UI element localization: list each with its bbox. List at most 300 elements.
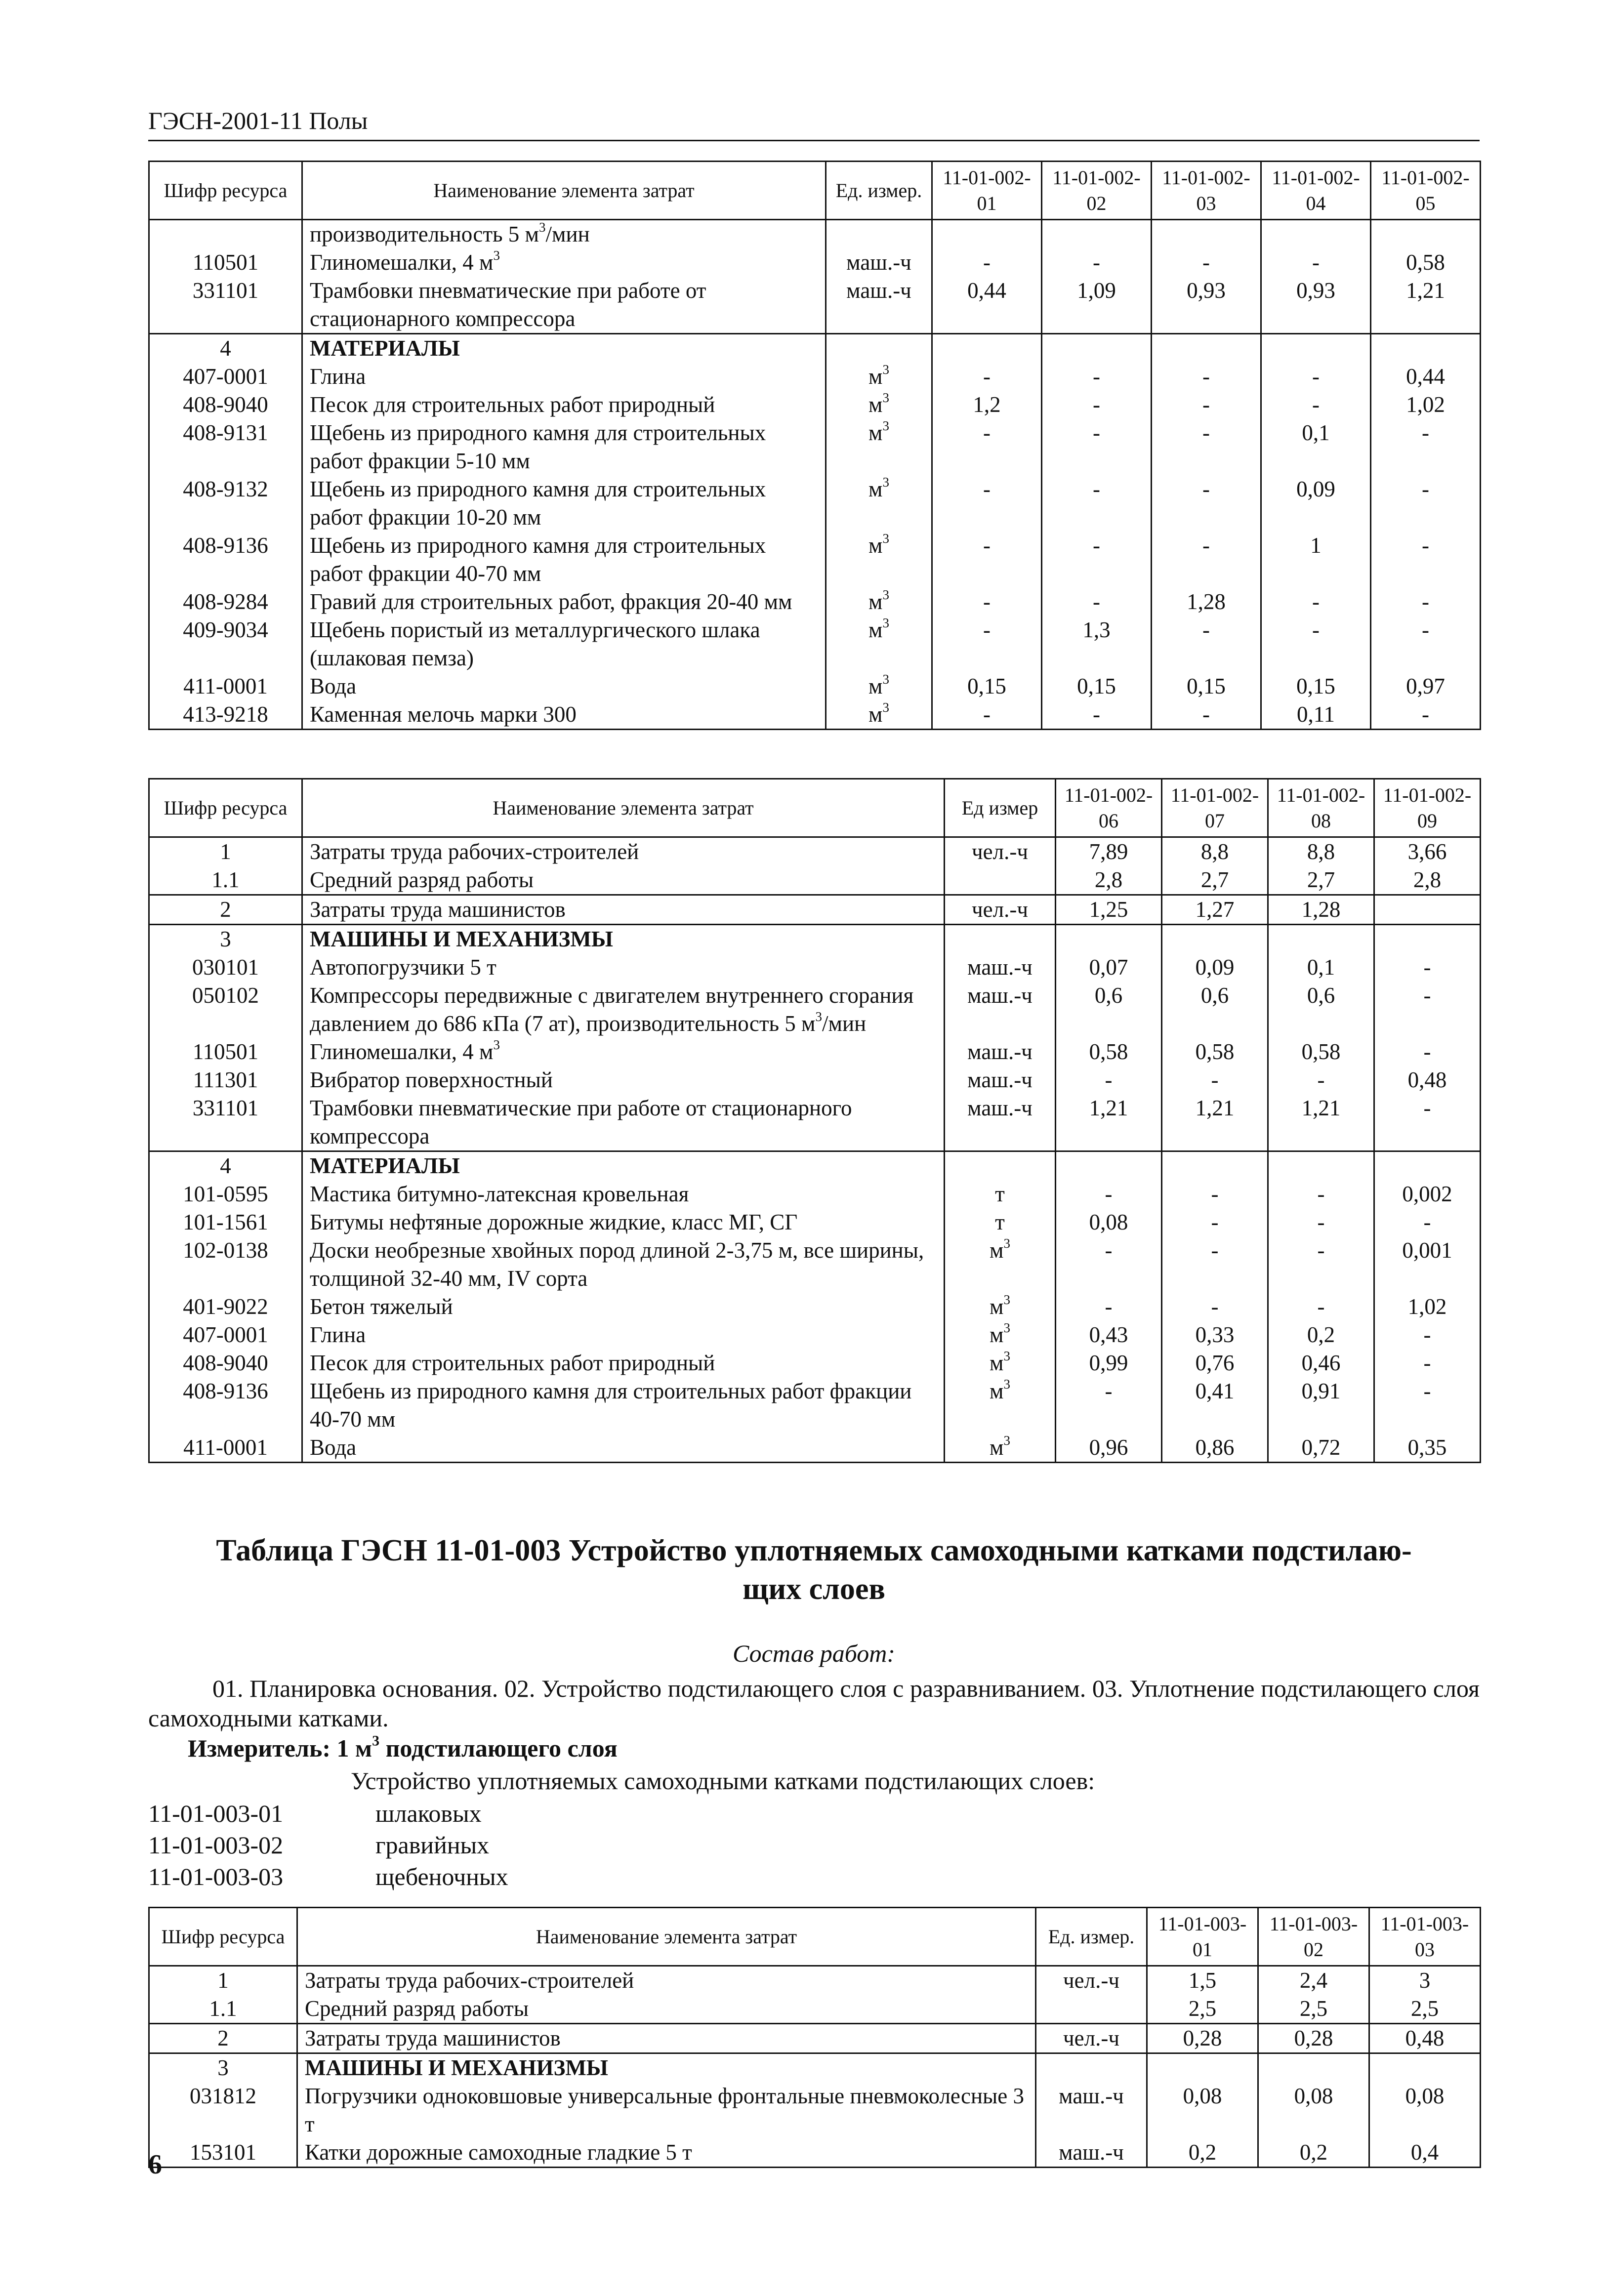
norm-value: 2,8 bbox=[1056, 866, 1162, 895]
norm-value: - bbox=[1042, 419, 1152, 475]
norm-value bbox=[1371, 220, 1481, 249]
norm-value: - bbox=[1371, 588, 1481, 616]
table-row bbox=[149, 1151, 1481, 1181]
norm-value: - bbox=[1371, 700, 1481, 730]
resource-code: 3 bbox=[149, 2053, 297, 2083]
norm-value: 0,2 bbox=[1147, 2138, 1258, 2168]
norm-value: - bbox=[1374, 1038, 1481, 1066]
resource-name: Песок для строительных работ природный bbox=[302, 1349, 945, 1377]
norm-value: 0,58 bbox=[1056, 1038, 1162, 1066]
resource-unit: чел.-ч bbox=[945, 837, 1056, 866]
norm-value bbox=[1152, 220, 1261, 249]
resource-name: Средний разряд работы bbox=[297, 1995, 1036, 2024]
table-row bbox=[149, 982, 1481, 1038]
norm-value: - bbox=[1152, 616, 1261, 672]
norm-value: - bbox=[1162, 1236, 1268, 1293]
norm-value: - bbox=[1268, 1236, 1374, 1293]
norm-value: 0,48 bbox=[1369, 2024, 1481, 2053]
resource-code: 411-0001 bbox=[149, 1434, 302, 1463]
norm-value: 0,15 bbox=[1152, 672, 1261, 700]
norm-value: 0,35 bbox=[1374, 1434, 1481, 1463]
resource-unit: маш.-ч bbox=[945, 1038, 1056, 1066]
col-header-norm: 11-01-002-03 bbox=[1152, 162, 1261, 220]
norm-value: 1,21 bbox=[1371, 277, 1481, 334]
norm-value: - bbox=[1152, 248, 1261, 277]
table-title-line-2: щих слоев bbox=[743, 1572, 885, 1606]
norm-value: - bbox=[1374, 1208, 1481, 1236]
col-header-code: Шифр ресурса bbox=[149, 162, 302, 220]
norm-value: 0,96 bbox=[1056, 1434, 1162, 1463]
norm-value: - bbox=[1371, 616, 1481, 672]
norm-value: 1,21 bbox=[1268, 1094, 1374, 1151]
norm-value bbox=[1369, 2053, 1481, 2083]
norm-value: - bbox=[1056, 1293, 1162, 1321]
norm-value: 0,44 bbox=[1371, 363, 1481, 391]
header-divider bbox=[148, 140, 1480, 141]
norm-value: - bbox=[1042, 532, 1152, 588]
resource-code: 2 bbox=[149, 2024, 297, 2053]
norm-value bbox=[1371, 334, 1481, 363]
resource-code: 031812 bbox=[149, 2082, 297, 2138]
norm-value bbox=[1374, 895, 1481, 925]
resource-unit: чел.-ч bbox=[1036, 2024, 1147, 2053]
norm-value: - bbox=[1261, 391, 1371, 419]
table-row bbox=[149, 1321, 1481, 1349]
resource-unit bbox=[1036, 1995, 1147, 2024]
norm-value: - bbox=[1268, 1208, 1374, 1236]
resource-code: 1.1 bbox=[149, 866, 302, 895]
resource-name: Щебень из природного камня для строительных работ фракции 40-70 мм bbox=[302, 532, 826, 588]
norm-value: 1,27 bbox=[1162, 895, 1268, 925]
norm-value: 0,46 bbox=[1268, 1349, 1374, 1377]
table-row bbox=[149, 363, 1481, 391]
resource-name: Щебень из природного камня для строительных работ фракции 40-70 мм bbox=[302, 1377, 945, 1434]
resource-unit: маш.-ч bbox=[826, 248, 932, 277]
norm-value: - bbox=[1042, 588, 1152, 616]
resource-name: Песок для строительных работ природный bbox=[302, 391, 826, 419]
resource-name: Трамбовки пневматические при работе от стационарного компрессора bbox=[302, 277, 826, 334]
norm-value: 0,43 bbox=[1056, 1321, 1162, 1349]
norm-value: 0,08 bbox=[1147, 2082, 1258, 2138]
norm-value: 2,5 bbox=[1369, 1995, 1481, 2024]
norm-value: - bbox=[932, 616, 1042, 672]
resource-name: Затраты труда машинистов bbox=[302, 895, 945, 925]
norm-value: 0,99 bbox=[1056, 1349, 1162, 1377]
resource-unit: $м^3$ bbox=[945, 1349, 1056, 1377]
norm-value: 0,2 bbox=[1268, 1321, 1374, 1349]
resource-unit bbox=[945, 866, 1056, 895]
norm-value: - bbox=[1042, 363, 1152, 391]
norm-value bbox=[1162, 1151, 1268, 1181]
norm-value: 0,91 bbox=[1268, 1377, 1374, 1434]
col-header-unit: Ед. измер. bbox=[826, 162, 932, 220]
norm-value: 0,6 bbox=[1268, 982, 1374, 1038]
norm-value: 1,28 bbox=[1152, 588, 1261, 616]
table-row bbox=[149, 391, 1481, 419]
resource-code: 101-0595 bbox=[149, 1180, 302, 1208]
resource-name: Бетон тяжелый bbox=[302, 1293, 945, 1321]
norm-value: - bbox=[1056, 1236, 1162, 1293]
norm-value: 0,41 bbox=[1162, 1377, 1268, 1434]
norm-value: 0,11 bbox=[1261, 700, 1371, 730]
resource-unit: маш.-ч bbox=[945, 1094, 1056, 1151]
col-header-norm: 11-01-002-07 bbox=[1162, 779, 1268, 837]
norm-value: 1,21 bbox=[1162, 1094, 1268, 1151]
norm-value: - bbox=[1374, 1349, 1481, 1377]
resource-name: Средний разряд работы bbox=[302, 866, 945, 895]
norm-value: - bbox=[1056, 1066, 1162, 1094]
resource-name: Глина bbox=[302, 363, 826, 391]
resource-code: 1 bbox=[149, 1966, 297, 1995]
resource-name: Гравий для строительных работ, фракция 20-40 мм bbox=[302, 588, 826, 616]
norm-value: - bbox=[1042, 700, 1152, 730]
resource-name: МАШИНЫ И МЕХАНИЗМЫ bbox=[302, 925, 945, 954]
norm-value bbox=[1268, 1151, 1374, 1181]
table-row bbox=[149, 220, 1481, 249]
col-header-norm: 11-01-002-01 bbox=[932, 162, 1042, 220]
resource-name: Мастика битумно-латексная кровельная bbox=[302, 1180, 945, 1208]
resource-unit bbox=[1036, 2053, 1147, 2083]
norm-value: - bbox=[1152, 363, 1261, 391]
resource-code: 401-9022 bbox=[149, 1293, 302, 1321]
table-row bbox=[149, 616, 1481, 672]
resource-unit bbox=[945, 925, 1056, 954]
col-header-unit: Ед измер bbox=[945, 779, 1056, 837]
col-header-norm: 11-01-002-04 bbox=[1261, 162, 1371, 220]
norm-value bbox=[1042, 334, 1152, 363]
norm-value bbox=[1268, 925, 1374, 954]
resource-code: 407-0001 bbox=[149, 363, 302, 391]
norm-value bbox=[1261, 334, 1371, 363]
norm-value: 0,58 bbox=[1162, 1038, 1268, 1066]
item-label: гравийных bbox=[375, 1831, 490, 1859]
table-row bbox=[149, 588, 1481, 616]
norm-value: - bbox=[1056, 1180, 1162, 1208]
resource-unit: $м^3$ bbox=[826, 363, 932, 391]
norm-value: 0,48 bbox=[1374, 1066, 1481, 1094]
table-row bbox=[149, 1066, 1481, 1094]
table-row bbox=[149, 1094, 1481, 1151]
resource-name: Глиномешалки, 4 $м^3$ bbox=[302, 248, 826, 277]
resource-code: 4 bbox=[149, 1151, 302, 1181]
resource-name: Автопогрузчики 5 т bbox=[302, 953, 945, 982]
resource-unit: $м^3$ bbox=[945, 1321, 1056, 1349]
resource-unit: маш.-ч bbox=[945, 982, 1056, 1038]
norm-value: 2,4 bbox=[1258, 1966, 1369, 1995]
work-composition-text: 01. Планировка основания. 02. Устройство подстилающего слоя с разравниванием. 03. Уплотнение подстилающего слоя самоходными катками. bbox=[148, 1675, 1480, 1732]
resource-code: 2 bbox=[149, 895, 302, 925]
resource-code: 111301 bbox=[149, 1066, 302, 1094]
resource-name: Щебень пористый из металлургического шлака (шлаковая пемза) bbox=[302, 616, 826, 672]
norm-value: - bbox=[932, 588, 1042, 616]
norm-value: - bbox=[1162, 1180, 1268, 1208]
resource-name: Битумы нефтяные дорожные жидкие, класс МГ, СГ bbox=[302, 1208, 945, 1236]
resource-unit: маш.-ч bbox=[945, 1066, 1056, 1094]
norm-value bbox=[932, 334, 1042, 363]
norm-value bbox=[1374, 1151, 1481, 1181]
resource-name: Затраты труда машинистов bbox=[297, 2024, 1036, 2053]
resource-code: 408-9136 bbox=[149, 532, 302, 588]
norm-value bbox=[1042, 220, 1152, 249]
norm-value: - bbox=[1042, 475, 1152, 532]
norm-value: - bbox=[1374, 1094, 1481, 1151]
norm-value: 7,89 bbox=[1056, 837, 1162, 866]
norm-value: - bbox=[1056, 1377, 1162, 1434]
norm-value: - bbox=[932, 532, 1042, 588]
norm-value: - bbox=[1162, 1208, 1268, 1236]
norm-value: 1,2 bbox=[932, 391, 1042, 419]
norm-value: 2,5 bbox=[1147, 1995, 1258, 2024]
norm-value: - bbox=[1268, 1180, 1374, 1208]
resource-unit: $м^3$ bbox=[826, 391, 932, 419]
norm-value: - bbox=[1152, 419, 1261, 475]
resource-code: 331101 bbox=[149, 277, 302, 334]
col-header-norm: 11-01-002-02 bbox=[1042, 162, 1152, 220]
norm-value: 0,15 bbox=[932, 672, 1042, 700]
item-code: 11-01-003-03 bbox=[148, 1863, 284, 1890]
norm-value: 0,28 bbox=[1258, 2024, 1369, 2053]
resource-code: 408-9132 bbox=[149, 475, 302, 532]
resource-code: 407-0001 bbox=[149, 1321, 302, 1349]
resource-code: 331101 bbox=[149, 1094, 302, 1151]
norm-value: 8,8 bbox=[1162, 837, 1268, 866]
norm-value: 0,07 bbox=[1056, 953, 1162, 982]
norm-value: - bbox=[1261, 616, 1371, 672]
col-header-norm: 11-01-002-06 bbox=[1056, 779, 1162, 837]
table-row bbox=[149, 2024, 1481, 2053]
col-header-code: Шифр ресурса bbox=[149, 779, 302, 837]
norm-value: 0,2 bbox=[1258, 2138, 1369, 2168]
table-row bbox=[149, 953, 1481, 982]
item-label: щебеночных bbox=[375, 1863, 508, 1890]
resource-unit: маш.-ч bbox=[945, 953, 1056, 982]
norm-value: 3 bbox=[1369, 1966, 1481, 1995]
norm-value: 0,4 bbox=[1369, 2138, 1481, 2168]
norm-value: 1,02 bbox=[1374, 1293, 1481, 1321]
norm-value: 0,58 bbox=[1268, 1038, 1374, 1066]
table-row bbox=[149, 2053, 1481, 2083]
resource-unit: чел.-ч bbox=[1036, 1966, 1147, 1995]
resource-unit: чел.-ч bbox=[945, 895, 1056, 925]
col-header-code: Шифр ресурса bbox=[149, 1908, 297, 1966]
norm-value: 0,002 bbox=[1374, 1180, 1481, 1208]
norm-value: - bbox=[1162, 1066, 1268, 1094]
resource-unit: $м^3$ bbox=[826, 700, 932, 730]
table-row bbox=[149, 419, 1481, 475]
norm-value: - bbox=[1261, 588, 1371, 616]
norm-value: 1,02 bbox=[1371, 391, 1481, 419]
resource-name: Каменная мелочь марки 300 bbox=[302, 700, 826, 730]
norm-value: 1,28 bbox=[1268, 895, 1374, 925]
resource-unit: т bbox=[945, 1180, 1056, 1208]
resource-unit: $м^3$ bbox=[826, 588, 932, 616]
norm-value: 1 bbox=[1261, 532, 1371, 588]
resource-table-002-01-05 bbox=[148, 161, 1481, 730]
norm-value bbox=[1056, 1151, 1162, 1181]
resource-unit: маш.-ч bbox=[1036, 2082, 1147, 2138]
table-row bbox=[149, 1377, 1481, 1434]
norm-value bbox=[1147, 2053, 1258, 2083]
norm-value: - bbox=[1374, 982, 1481, 1038]
table-row bbox=[149, 1966, 1481, 1995]
item-code: 11-01-003-02 bbox=[148, 1831, 284, 1859]
resource-code: 408-9284 bbox=[149, 588, 302, 616]
norm-value: 1,5 bbox=[1147, 1966, 1258, 1995]
table-row bbox=[149, 1180, 1481, 1208]
norm-value: - bbox=[1268, 1293, 1374, 1321]
resource-code: 408-9136 bbox=[149, 1377, 302, 1434]
resource-name: МАТЕРИАЛЫ bbox=[302, 334, 826, 363]
resource-code: 1 bbox=[149, 837, 302, 866]
norm-value: 0,1 bbox=[1268, 953, 1374, 982]
measure-unit: Измеритель: 1 $м^3$ подстилающего слоя bbox=[188, 1732, 618, 1762]
table-title-line-1: Таблица ГЭСН 11-01-003 Устройство уплотняемых самоходными катками подстилаю- bbox=[216, 1534, 1412, 1567]
table-row bbox=[149, 277, 1481, 334]
norm-value: 0,15 bbox=[1261, 672, 1371, 700]
resource-name: МАШИНЫ И МЕХАНИЗМЫ bbox=[297, 2053, 1036, 2083]
col-header-name: Наименование элемента затрат bbox=[297, 1908, 1036, 1966]
norm-value bbox=[1261, 220, 1371, 249]
norm-value: 0,44 bbox=[932, 277, 1042, 334]
resource-name: Затраты труда рабочих-строителей bbox=[302, 837, 945, 866]
resource-name: Погрузчики одноковшовые универсальные фронтальные пневмоколесные 3 т bbox=[297, 2082, 1036, 2138]
norm-value: 0,08 bbox=[1258, 2082, 1369, 2138]
table-row bbox=[149, 837, 1481, 866]
norm-value: 1,21 bbox=[1056, 1094, 1162, 1151]
resource-name: Глина bbox=[302, 1321, 945, 1349]
norm-value bbox=[1258, 2053, 1369, 2083]
running-title: ГЭСН-2001-11 Полы bbox=[148, 107, 368, 134]
resource-unit bbox=[826, 334, 932, 363]
norm-value: - bbox=[1152, 700, 1261, 730]
resource-name: Трамбовки пневматические при работе от стационарного компрессора bbox=[302, 1094, 945, 1151]
resource-code: 110501 bbox=[149, 1038, 302, 1066]
norm-value: - bbox=[932, 248, 1042, 277]
norm-value bbox=[1162, 925, 1268, 954]
norm-value: 0,08 bbox=[1369, 2082, 1481, 2138]
norm-value: - bbox=[1371, 475, 1481, 532]
norm-value: 0,09 bbox=[1162, 953, 1268, 982]
norm-value: 0,08 bbox=[1056, 1208, 1162, 1236]
resource-code: 4 bbox=[149, 334, 302, 363]
norm-value: - bbox=[1374, 953, 1481, 982]
table-row bbox=[149, 1434, 1481, 1463]
work-composition-label: Состав работ: bbox=[732, 1640, 896, 1667]
resource-name: Глиномешалки, 4 $м^3$ bbox=[302, 1038, 945, 1066]
resource-unit: т bbox=[945, 1208, 1056, 1236]
resource-unit: $м^3$ bbox=[826, 475, 932, 532]
resource-unit bbox=[826, 220, 932, 249]
col-header-name: Наименование элемента затрат bbox=[302, 779, 945, 837]
resource-unit bbox=[945, 1151, 1056, 1181]
norm-value: - bbox=[932, 419, 1042, 475]
resource-code: 101-1561 bbox=[149, 1208, 302, 1236]
resource-name: Вода bbox=[302, 1434, 945, 1463]
resource-name: Компрессоры передвижные с двигателем внутреннего сгорания давлением до 686 кПа (7 ат), производительность 5 $м^3$/мин bbox=[302, 982, 945, 1038]
page-number: 6 bbox=[148, 2149, 162, 2180]
norm-value: 1,3 bbox=[1042, 616, 1152, 672]
col-header-norm: 11-01-002-09 bbox=[1374, 779, 1481, 837]
resource-name: Катки дорожные самоходные гладкие 5 т bbox=[297, 2138, 1036, 2168]
norm-value: - bbox=[1152, 532, 1261, 588]
resource-code: 408-9040 bbox=[149, 1349, 302, 1377]
table-row bbox=[149, 700, 1481, 730]
norm-value: 1,09 bbox=[1042, 277, 1152, 334]
resource-unit: $м^3$ bbox=[826, 616, 932, 672]
resource-code: 3 bbox=[149, 925, 302, 954]
norm-value: - bbox=[1371, 419, 1481, 475]
resource-unit: $м^3$ bbox=[826, 532, 932, 588]
resource-code: 153101 bbox=[149, 2138, 297, 2168]
resource-unit: $м^3$ bbox=[945, 1377, 1056, 1434]
norm-value bbox=[1152, 334, 1261, 363]
table-row bbox=[149, 1236, 1481, 1293]
table-row bbox=[149, 2138, 1481, 2168]
norm-value bbox=[1374, 925, 1481, 954]
norm-value: - bbox=[1268, 1066, 1374, 1094]
norm-value: 3,66 bbox=[1374, 837, 1481, 866]
norm-value: - bbox=[1371, 532, 1481, 588]
resource-unit: $м^3$ bbox=[826, 672, 932, 700]
table-row bbox=[149, 1293, 1481, 1321]
norm-value: 0,86 bbox=[1162, 1434, 1268, 1463]
resource-code: 050102 bbox=[149, 982, 302, 1038]
norm-value: 0,93 bbox=[1152, 277, 1261, 334]
table-row bbox=[149, 925, 1481, 954]
resource-name: Вода bbox=[302, 672, 826, 700]
norm-value: - bbox=[1152, 475, 1261, 532]
norm-value: 2,8 bbox=[1374, 866, 1481, 895]
table-row bbox=[149, 1038, 1481, 1066]
table-row bbox=[149, 672, 1481, 700]
norm-value: - bbox=[1374, 1377, 1481, 1434]
norm-value: 0,001 bbox=[1374, 1236, 1481, 1293]
resource-unit: $м^3$ bbox=[826, 419, 932, 475]
table-row bbox=[149, 1349, 1481, 1377]
resource-name: Вибратор поверхностный bbox=[302, 1066, 945, 1094]
resource-code: 409-9034 bbox=[149, 616, 302, 672]
col-header-norm: 11-01-003-03 bbox=[1369, 1908, 1481, 1966]
resource-name: Щебень из природного камня для строительных работ фракции 5-10 мм bbox=[302, 419, 826, 475]
resource-unit: маш.-ч bbox=[1036, 2138, 1147, 2168]
norm-value: 0,97 bbox=[1371, 672, 1481, 700]
norm-value: 0,09 bbox=[1261, 475, 1371, 532]
norm-value: 0,33 bbox=[1162, 1321, 1268, 1349]
resource-unit: $м^3$ bbox=[945, 1434, 1056, 1463]
resource-name: Затраты труда рабочих-строителей bbox=[297, 1966, 1036, 1995]
norm-value: - bbox=[932, 475, 1042, 532]
table-row bbox=[149, 2082, 1481, 2138]
resource-code: 413-9218 bbox=[149, 700, 302, 730]
item-label: шлаковых bbox=[375, 1800, 482, 1827]
norm-value: 0,6 bbox=[1162, 982, 1268, 1038]
norm-value bbox=[932, 220, 1042, 249]
table-row bbox=[149, 334, 1481, 363]
col-header-norm: 11-01-002-05 bbox=[1371, 162, 1481, 220]
resource-table-002-06-09 bbox=[148, 778, 1481, 1463]
resource-code: 102-0138 bbox=[149, 1236, 302, 1293]
work-subtitle: Устройство уплотняемых самоходными катками подстилающих слоев: bbox=[351, 1767, 1095, 1795]
col-header-norm: 11-01-003-02 bbox=[1258, 1908, 1369, 1966]
norm-value: 8,8 bbox=[1268, 837, 1374, 866]
resource-code: 408-9040 bbox=[149, 391, 302, 419]
table-row bbox=[149, 475, 1481, 532]
norm-value: 0,1 bbox=[1261, 419, 1371, 475]
norm-value: - bbox=[932, 700, 1042, 730]
norm-value: 0,93 bbox=[1261, 277, 1371, 334]
norm-value: 0,28 bbox=[1147, 2024, 1258, 2053]
norm-value: - bbox=[1162, 1293, 1268, 1321]
